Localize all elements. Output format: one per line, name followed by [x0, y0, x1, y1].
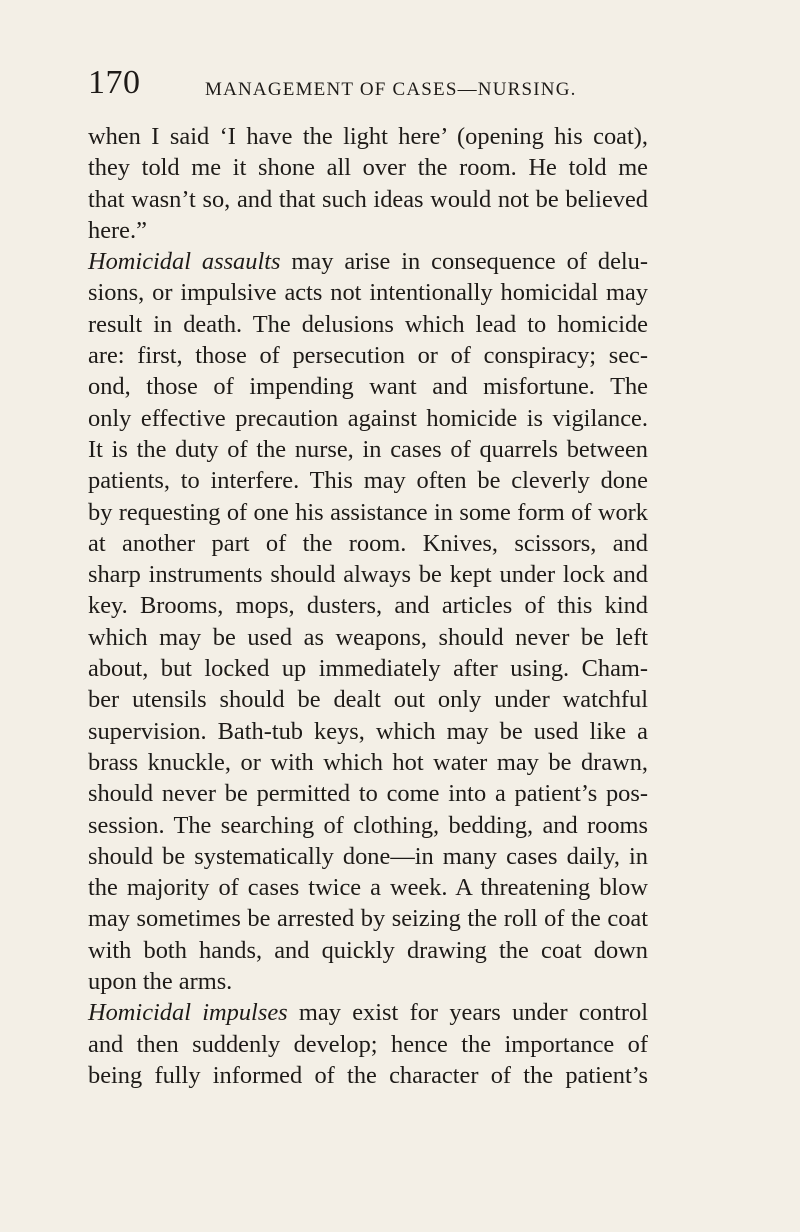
line-text: sharp instruments should always be kept under lock and — [88, 561, 648, 589]
text-line — [88, 841, 648, 872]
line-text: key. Brooms, mops, dusters, and articles of this kind — [88, 592, 648, 620]
text-line — [88, 277, 648, 308]
text-line — [88, 747, 648, 778]
text-line — [88, 1060, 648, 1091]
text-line — [88, 716, 648, 747]
line-text: may exist for years under control — [287, 999, 648, 1027]
line-text: by requesting of one his assistance in some form of work — [88, 498, 648, 526]
text-line — [88, 528, 648, 559]
paragraph-lead-italic: Homicidal assaults — [88, 248, 281, 276]
line-text: being fully informed of the character of the patient’s — [88, 1061, 648, 1089]
line-text: may sometimes be arrested by seizing the roll of the coat — [88, 905, 648, 933]
line-text: ber utensils should be dealt out only under watchful — [88, 686, 648, 714]
text-line — [88, 340, 648, 371]
line-text: result in death. The delusions which lead to homicide — [88, 310, 648, 338]
line-text: supervision. Bath-tub keys, which may be used like a — [88, 717, 648, 745]
text-line — [88, 653, 648, 684]
line-text: session. The searching of clothing, bedding, and rooms — [88, 811, 648, 839]
line-text: about, but locked up immediately after using. Cham- — [88, 655, 648, 683]
text-line — [88, 465, 648, 496]
text-line — [88, 622, 648, 653]
line-text: sions, or impulsive acts not intentionally homicidal may — [88, 279, 648, 307]
paragraph-lead-italic: Homicidal impulses — [88, 999, 288, 1027]
line-text: with both hands, and quickly drawing the coat down — [88, 936, 648, 964]
text-line — [88, 121, 648, 152]
text-line — [88, 403, 648, 434]
text-line — [88, 903, 648, 934]
text-line — [88, 246, 648, 277]
running-head: MANAGEMENT OF CASES—NURSING. — [205, 79, 577, 100]
text-line — [88, 810, 648, 841]
page-number: 170 — [88, 64, 141, 101]
line-text: may arise in consequence of delu- — [280, 248, 648, 276]
text-line — [88, 559, 648, 590]
text-line — [88, 872, 648, 903]
line-text: that wasn’t so, and that such ideas would not be believed — [88, 185, 648, 213]
text-line — [88, 590, 648, 621]
line-text: when I said ‘I have the light here’ (opening his coat), — [88, 123, 648, 150]
line-text: It is the duty of the nurse, in cases of quarrels between — [88, 435, 648, 463]
line-text: and then suddenly develop; hence the importance of — [88, 1030, 648, 1058]
text-line — [88, 1029, 648, 1060]
line-text: ond, those of impending want and misfortune. The — [88, 373, 648, 401]
line-text: they told me it shone all over the room. He told me — [88, 154, 648, 182]
line-text: brass knuckle, or with which hot water may be drawn, — [88, 748, 648, 776]
line-text: patients, to interfere. This may often be cleverly done — [88, 467, 648, 495]
line-text: which may be used as weapons, should never be left — [88, 623, 648, 651]
line-text: at another part of the room. Knives, scissors, and — [88, 529, 648, 557]
text-line — [88, 434, 648, 465]
text-line — [88, 497, 648, 528]
text-line — [88, 966, 648, 997]
text-line — [88, 215, 648, 246]
line-text: are: first, those of persecution or of conspiracy; sec- — [88, 342, 648, 370]
text-line — [88, 371, 648, 402]
text-line — [88, 778, 648, 809]
text-line — [88, 184, 648, 215]
text-line — [88, 997, 648, 1028]
line-text: upon the arms. — [88, 968, 233, 996]
text-line — [88, 935, 648, 966]
line-text: the majority of cases twice a week. A threatening blow — [88, 874, 648, 902]
text-line — [88, 152, 648, 183]
body-text — [88, 121, 648, 1091]
line-text: only effective precaution against homicide is vigilance. — [88, 404, 648, 432]
text-line — [88, 684, 648, 715]
line-text: should be systematically done—in many cases daily, in — [88, 842, 648, 870]
line-text: here.” — [88, 216, 147, 244]
line-text: should never be permitted to come into a patient’s pos- — [88, 780, 648, 808]
text-line — [88, 309, 648, 340]
